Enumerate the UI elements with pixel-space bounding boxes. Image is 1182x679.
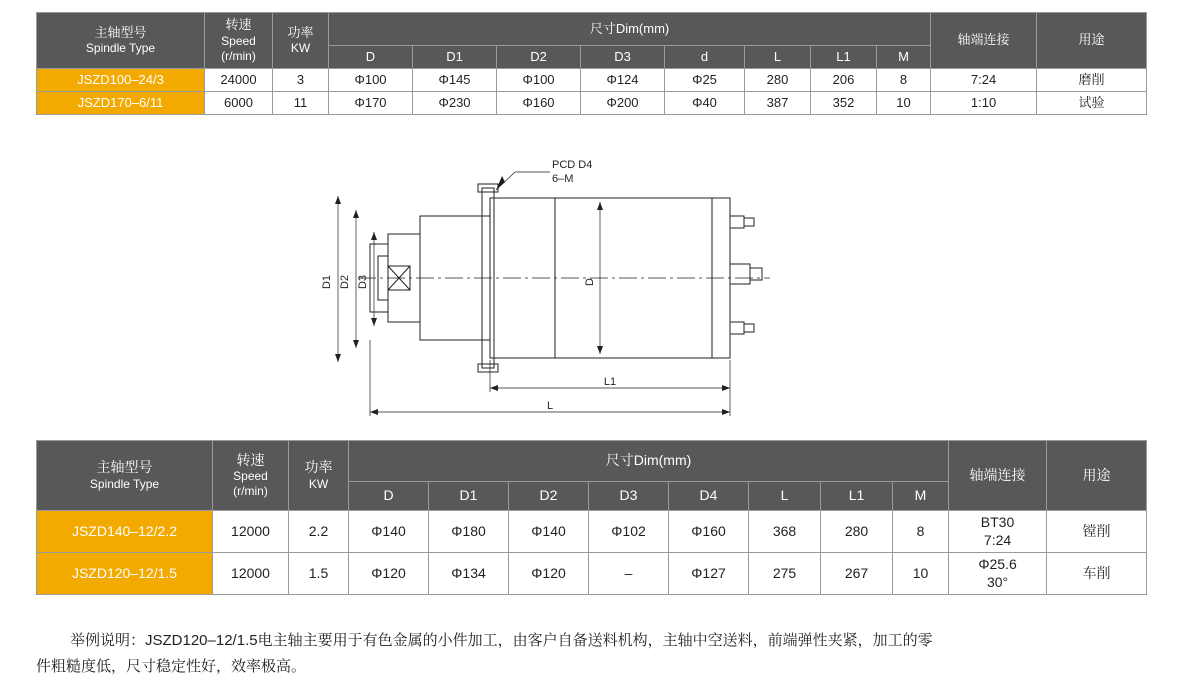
dim-arrowheads	[335, 176, 730, 415]
cell-dim-l1: 206	[811, 69, 877, 92]
header-dimension-group: 尺寸Dim(mm)	[349, 441, 949, 482]
header-dim-m: M	[877, 46, 931, 69]
header-speed-cn: 转速	[225, 17, 252, 33]
header-dim-l: L	[745, 46, 811, 69]
label-l1: L1	[603, 376, 617, 388]
cell-dim-m: 10	[877, 92, 931, 115]
cell-dim-l1: 280	[821, 511, 893, 553]
cell-spindle-type: JSZD170–6/11	[37, 92, 205, 115]
header-power-unit: KW	[290, 41, 311, 56]
cell-shaft-connection	[949, 511, 1047, 553]
cell-dim-d3: Φ124	[581, 69, 665, 92]
table-row	[37, 511, 1147, 553]
header-spindle-type-cn: 主轴型号	[94, 24, 147, 40]
header-power-cn: 功率	[304, 459, 333, 476]
cell-dim-d1: Φ180	[429, 511, 509, 553]
cell-speed: 24000	[205, 69, 273, 92]
cell-dim-d4: Φ160	[669, 511, 749, 553]
header-usage: 用途	[1047, 441, 1147, 511]
cell-usage: 车削	[1047, 553, 1147, 595]
example-note	[36, 628, 1148, 679]
header-usage: 用途	[1037, 13, 1147, 69]
header-power-unit: KW	[308, 476, 329, 491]
header-spindle-type-en: Spindle Type	[89, 476, 160, 491]
cell-dim-d4: Φ127	[669, 553, 749, 595]
note-line-1: 举例说明：JSZD120–12/1.5电主轴主要用于有色金属的小件加工，由客户自备送料机构，主轴中空送料，前端弹性夹紧，加工的零	[70, 632, 933, 649]
drawing-svg	[300, 140, 900, 425]
cell-dim-d: Φ100	[329, 69, 413, 92]
cell-dim-d2: Φ160	[497, 92, 581, 115]
note-line-2: 件粗糙度低，尺寸稳定性好，效率极高。	[36, 657, 307, 675]
header-spindle-type-cn: 主轴型号	[96, 459, 153, 476]
header-dim-m: M	[893, 482, 949, 511]
drawing-labels	[321, 159, 616, 412]
header-power	[273, 13, 329, 69]
header-dim-d1: D1	[429, 482, 509, 511]
cell-dim-l: 387	[745, 92, 811, 115]
header-dim-d-small: d	[665, 46, 745, 69]
header-speed-en: Speed	[221, 33, 256, 48]
table-row	[37, 69, 1147, 92]
cell-dim-d-small: Φ25	[665, 69, 745, 92]
header-dim-d3: D3	[581, 46, 665, 69]
cell-shaft-connection	[949, 553, 1047, 595]
header-shaft-connection: 轴端连接	[949, 441, 1047, 511]
label-d: D	[584, 278, 596, 286]
header-power	[289, 441, 349, 511]
header-dim-d4: D4	[669, 482, 749, 511]
header-dim-d: D	[329, 46, 413, 69]
table-row	[37, 553, 1147, 595]
rear-connector-mid	[730, 264, 750, 284]
cell-dim-d3: –	[589, 553, 669, 595]
cell-speed: 12000	[213, 511, 289, 553]
label-d3: D3	[357, 274, 369, 290]
cell-dim-m: 10	[893, 553, 949, 595]
cell-dim-l1: 267	[821, 553, 893, 595]
cell-power: 2.2	[289, 511, 349, 553]
header-speed-unit: (r/min)	[233, 484, 268, 499]
header-spindle-type-en: Spindle Type	[85, 41, 156, 56]
cell-dim-d2: Φ140	[509, 511, 589, 553]
cell-spindle-type: JSZD120–12/1.5	[37, 553, 213, 595]
cell-usage: 镗削	[1047, 511, 1147, 553]
header-speed-en: Speed	[233, 469, 268, 484]
cell-shaft-connection: 7:24	[931, 69, 1037, 92]
cell-power: 11	[273, 92, 329, 115]
header-dim-l1: L1	[821, 482, 893, 511]
header-spindle-type	[37, 441, 213, 511]
cell-usage: 试验	[1037, 92, 1147, 115]
cell-spindle-type: JSZD100–24/3	[37, 69, 205, 92]
table-row	[37, 92, 1147, 115]
cell-dim-l1: 352	[811, 92, 877, 115]
cell-power: 1.5	[289, 553, 349, 595]
header-dim-d1: D1	[413, 46, 497, 69]
header-speed-unit: (r/min)	[221, 48, 256, 63]
header-spindle-type	[37, 13, 205, 69]
cell-shaft-connection: 1:10	[931, 92, 1037, 115]
cell-shaft-connection-line2: 30°	[986, 573, 1009, 590]
header-dim-d2: D2	[509, 482, 589, 511]
cell-dim-d1: Φ230	[413, 92, 497, 115]
cell-dim-d: Φ170	[329, 92, 413, 115]
header-dim-d: D	[349, 482, 429, 511]
cell-shaft-connection-line2: 7:24	[983, 531, 1012, 548]
cell-dim-d-small: Φ40	[665, 92, 745, 115]
header-dimension-group: 尺寸Dim(mm)	[329, 13, 931, 46]
cell-dim-d: Φ140	[349, 511, 429, 553]
spindle-spec-table-bottom	[36, 440, 1147, 595]
header-dim-d3: D3	[589, 482, 669, 511]
cell-dim-d1: Φ134	[429, 553, 509, 595]
cell-usage: 磨削	[1037, 69, 1147, 92]
cell-dim-m: 8	[877, 69, 931, 92]
header-dim-l: L	[749, 482, 821, 511]
cell-dim-m: 8	[893, 511, 949, 553]
cell-dim-l: 280	[745, 69, 811, 92]
label-d1: D1	[321, 274, 333, 290]
cell-speed: 6000	[205, 92, 273, 115]
header-speed	[213, 441, 289, 511]
cell-dim-d2: Φ100	[497, 69, 581, 92]
header-speed-cn: 转速	[236, 451, 265, 468]
label-6m: 6–M	[552, 173, 574, 185]
header-dim-l1: L1	[811, 46, 877, 69]
spindle-spec-table-top	[36, 12, 1147, 115]
label-l: L	[546, 400, 554, 412]
cell-spindle-type: JSZD140–12/2.2	[37, 511, 213, 553]
cell-dim-l: 275	[749, 553, 821, 595]
cell-dim-d: Φ120	[349, 553, 429, 595]
header-shaft-connection: 轴端连接	[931, 13, 1037, 69]
cell-dim-d3: Φ200	[581, 92, 665, 115]
cell-shaft-connection-line1: BT30	[980, 514, 1015, 530]
label-pcd-d4: PCD D4	[552, 159, 593, 171]
spindle-technical-drawing	[300, 140, 900, 425]
header-speed	[205, 13, 273, 69]
cell-dim-d2: Φ120	[509, 553, 589, 595]
rear-connector-bottom	[730, 322, 744, 334]
header-dim-d2: D2	[497, 46, 581, 69]
cell-speed: 12000	[213, 553, 289, 595]
cell-dim-d3: Φ102	[589, 511, 669, 553]
header-power-cn: 功率	[287, 24, 314, 40]
table-header-row	[37, 13, 1147, 46]
rear-connector-top	[730, 216, 744, 228]
table-header-row	[37, 441, 1147, 482]
cell-shaft-connection-line1: Φ25.6	[978, 556, 1017, 572]
label-d2: D2	[339, 274, 351, 290]
cell-dim-d1: Φ145	[413, 69, 497, 92]
cell-dim-l: 368	[749, 511, 821, 553]
cell-power: 3	[273, 69, 329, 92]
